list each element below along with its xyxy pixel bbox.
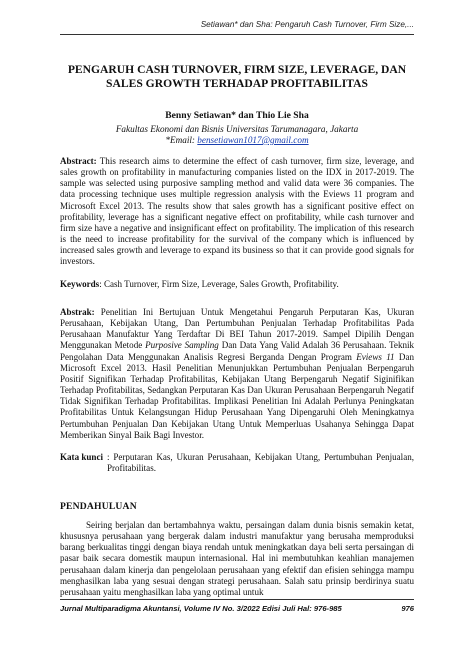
header-rule (60, 34, 414, 35)
keywords-english (60, 279, 414, 290)
footer-rule (60, 599, 414, 600)
abstrak-text-a: Penelitian Ini Bertujuan Untuk Mengetahui Pengaruh Perputaran Kas, Ukuran Perusahaan, Kebijakan Utang, Dan Pertumbuhan Penjualan Terhadap Profitabilitas Pada Perusahaan Manufaktur Yang Terdaftar Di BEI Tahun 2017-2019. Sampel Dipilih Dengan Menggunakan Metode (60, 307, 414, 351)
running-head: Setiawan* dan Sha: Pengaruh Cash Turnover, Firm Size,... (200, 20, 414, 29)
email-link[interactable]: bensetiawan1017@gmail.com (197, 135, 309, 145)
abstract-label: Abstract: (60, 156, 97, 166)
abstract-text: This research aims to determine the effect of cash turnover, firm size, leverage, and sales growth on profitability in manufacturing companies listed on the IDX in 2017-2019. The sample was selected using purposive sampling method and valid data were 36 companies. The data processing technique uses multiple regression analysis with the Eviews 11 program and Microsoft Excel 2013. The results show that sales growth has a significant positive effect on profitability, leverage has a significant negative effect on profitability, while cash turnover and firm size have a negative and insignificant effect on profitability. The implication of this research is the need to increase profitability for the survival of the company which is influenced by increased sales growth and leverage to expand its business so that it can provide good signals for investors. (60, 156, 414, 267)
paper-title: PENGARUH CASH TURNOVER, FIRM SIZE, LEVERAGE, DAN SALES GROWTH TERHADAP PROFITABILITAS (67, 63, 407, 90)
author-line: Benny Setiawan* dan Thio Lie Sha (165, 110, 309, 121)
abstrak-italic-b: Eviews 11 (356, 351, 395, 362)
journal-citation: Jurnal Multiparadigma Akuntansi, Volume IV No. 3/2022 Edisi Juli Hal: 976-985 (60, 604, 342, 613)
affiliation-block (60, 124, 414, 146)
intro-paragraph: Seiring berjalan dan bertambahnya waktu, persaingan dalam dunia bisnis semakin ketat, khususnya perusahaan yang bergerak dalam industri manufaktur yang berusaha memproduksi barang berkualitas tinggi dengan biaya rendah untuk meningkatkan daya beli serta persaingan di pasar baik secara domestik maupun internasional. Hal ini membutuhkan keahlian manajemen perusahaan dalam kinerja dan pengelolaan perusahaan yang efektif dan efisien sehingga mampu menghasilkan laba yang sesuai dengan strategi perusahaan. Salah satu prinsip berdirinya suatu perusahaan yaitu menghasilkan laba yang optimal untuk (60, 520, 414, 597)
kata-kunci-label: Kata kunci (60, 452, 103, 462)
page-footer (60, 604, 414, 613)
abstract-english (60, 156, 414, 268)
abstrak-label: Abstrak: (60, 307, 95, 317)
kata-kunci-text: : Perputaran Kas, Ukuran Perusahaan, Kebijakan Utang, Pertumbuhan Penjualan, Profitabilitas. (106, 452, 414, 474)
abstrak-text-c: Dan Microsoft Excel 2013. Hasil Penelitian Menunjukkan Pertumbuhan Penjualan Berpengaruh Positif Signifikan Terhadap Profitabilitas, Kebijakan Utang Berpengaruh Negatif Siginifikan Terhadap Profitabilitas, Sedangkan Perputaran Kas Dan Ukuran Perusahaan Berpengaruh Negatif Tidak Signifikan Terhadap Profitabilitas. Implikasi Penelitian Ini Adalah Perlunya Peningkatan Profitabilitas Untuk Kelangsungan Hidup Perusahaan Yang Dipengaruhi Oleh Meningkatnya Pertumbuhan Penjualan Dan Kebijakan Utang Untuk Memperluas Usahanya Sehingga Dapat Memberikan Sinyal Baik Bagi Investor. (60, 351, 414, 440)
abstrak-italic-a: Purposive Sampling (145, 340, 219, 351)
keywords-label: Keywords (60, 279, 100, 289)
section-heading: PENDAHULUAN (60, 501, 137, 512)
keywords-indonesian (60, 452, 414, 474)
email-label: *Email: (165, 135, 195, 145)
abstrak-text-b: Dan Data Yang Valid Adalah 36 Perusahaan. Teknik Pengolahan Data Menggunakan Analisis Regresi Berganda Dengan Program (60, 340, 415, 362)
email-line (60, 135, 414, 146)
abstract-indonesian (60, 307, 414, 441)
affiliation: Fakultas Ekonomi dan Bisnis Universitas Tarumanagara, Jakarta (115, 124, 359, 134)
keywords-text: : Cash Turnover, Firm Size, Leverage, Sales Growth, Profitability. (99, 279, 339, 289)
page-number: 976 (401, 604, 414, 613)
